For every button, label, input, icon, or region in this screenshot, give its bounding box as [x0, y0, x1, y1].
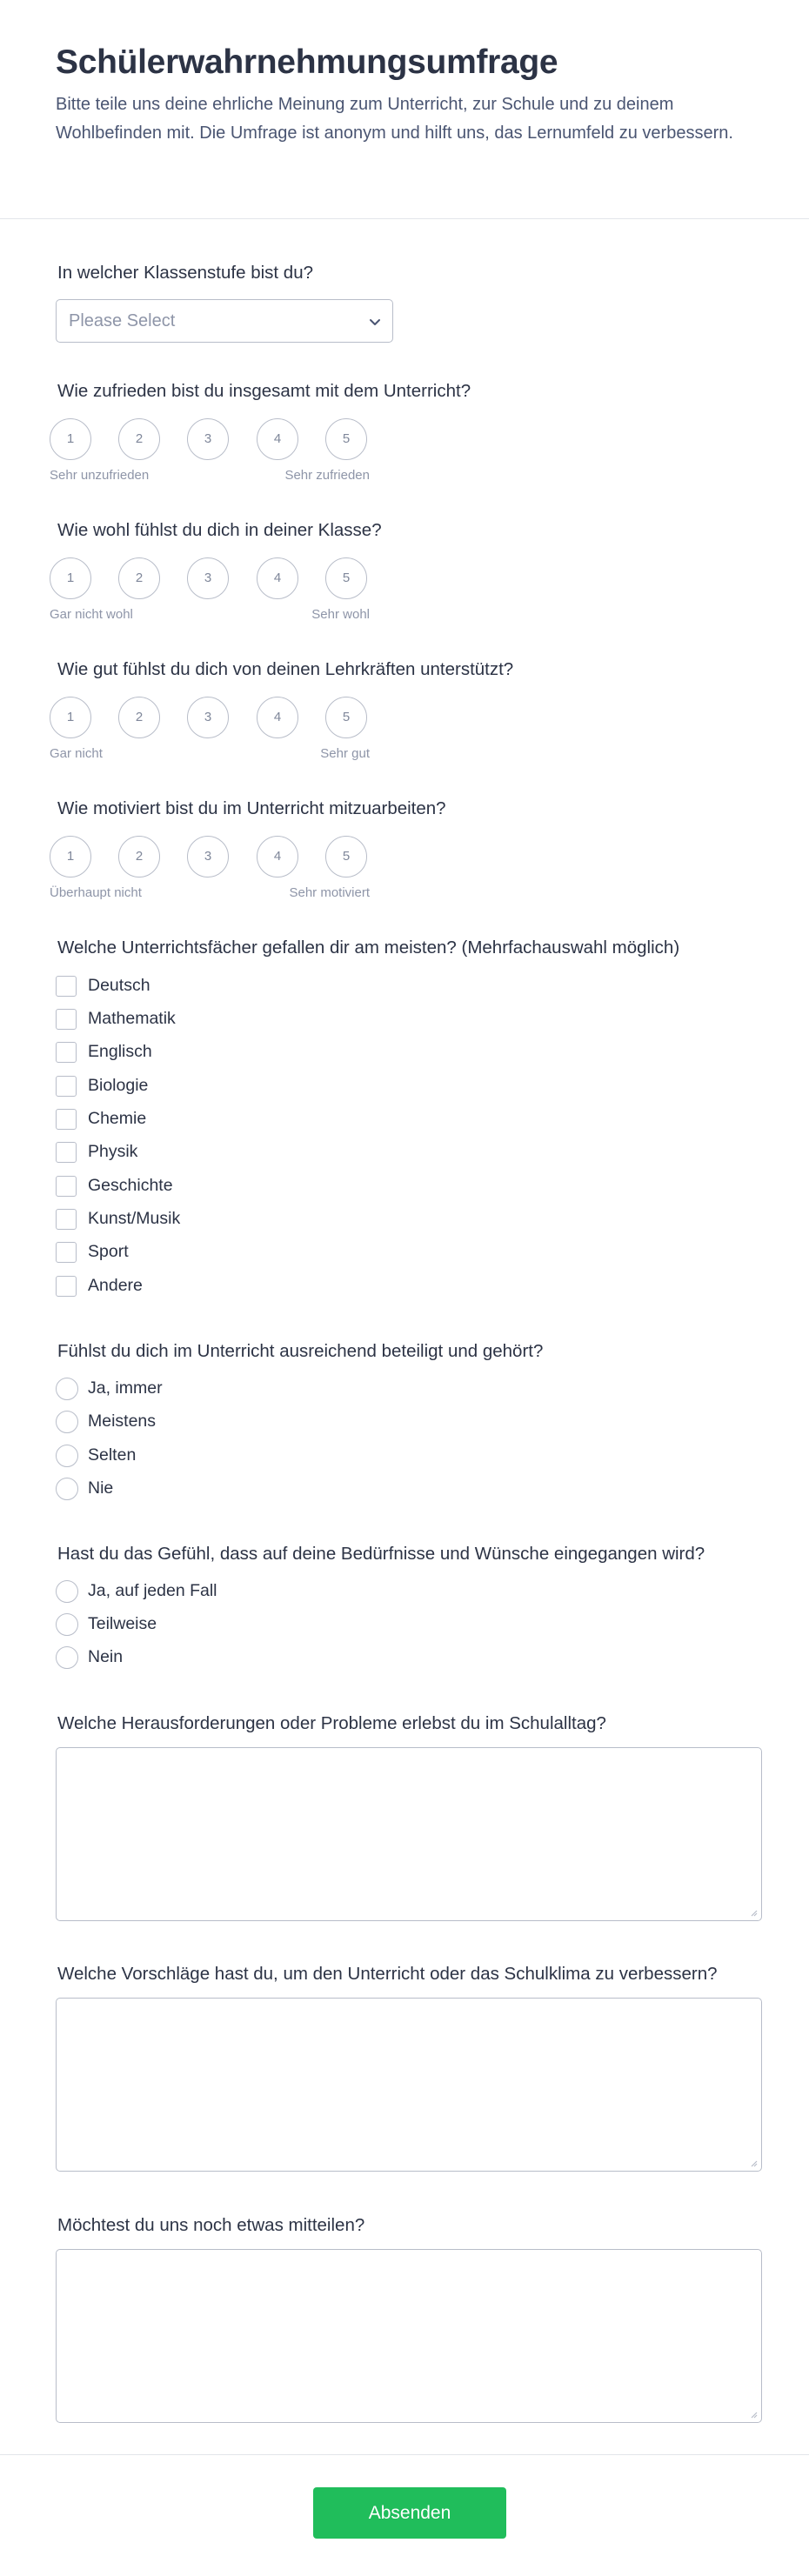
resize-handle-icon[interactable]	[749, 1908, 758, 1917]
question-wellbeing: Wie wohl fühlst du dich in deiner Klasse?	[57, 520, 382, 540]
rating-option-1[interactable]: 1	[50, 557, 91, 599]
scale-low-label: Sehr unzufrieden	[50, 468, 150, 483]
rating-option-4[interactable]: 4	[257, 836, 298, 878]
rating-option-5[interactable]: 5	[325, 697, 367, 738]
submit-button[interactable]: Absenden	[313, 2487, 506, 2539]
checkbox[interactable]	[56, 1042, 77, 1063]
question-teacher-support: Wie gut fühlst du dich von deinen Lehrkräften unterstützt?	[57, 659, 514, 679]
radio-option[interactable]	[56, 1378, 717, 1400]
checkbox-label: Kunst/Musik	[88, 1209, 181, 1228]
radio-button[interactable]	[56, 1478, 78, 1500]
radio-option[interactable]	[56, 1445, 717, 1467]
chevron-down-icon	[368, 315, 382, 329]
radio-button[interactable]	[56, 1646, 78, 1669]
radio-button[interactable]	[56, 1445, 78, 1467]
rating-option-5[interactable]: 5	[325, 557, 367, 599]
radio-option[interactable]	[56, 1411, 717, 1433]
checkbox-option[interactable]	[56, 975, 717, 998]
question-participation: Fühlst du dich im Unterricht ausreichend beteiligt und gehört?	[57, 1341, 544, 1361]
checkbox-label: Physik	[88, 1142, 138, 1161]
scale-high-label: Sehr zufrieden	[284, 468, 370, 483]
rating-scale-teacher-support	[50, 697, 398, 780]
radio-option[interactable]	[56, 1580, 717, 1603]
checkbox-label: Chemie	[88, 1109, 147, 1128]
radio-button[interactable]	[56, 1613, 78, 1636]
radio-label: Teilweise	[88, 1614, 157, 1633]
question-subjects: Welche Unterrichtsfächer gefallen dir am meisten? (Mehrfachauswahl möglich)	[57, 938, 680, 958]
question-needs: Hast du das Gefühl, dass auf deine Bedürfnisse und Wünsche eingegangen wird?	[57, 1544, 705, 1564]
checkbox[interactable]	[56, 976, 77, 997]
checkbox[interactable]	[56, 1076, 77, 1097]
scale-low-label: Gar nicht	[50, 746, 103, 761]
scale-high-label: Sehr wohl	[311, 607, 370, 622]
rating-option-3[interactable]: 3	[187, 836, 229, 878]
rating-option-5[interactable]: 5	[325, 836, 367, 878]
checkbox[interactable]	[56, 1242, 77, 1263]
grade-dropdown-placeholder: Please Select	[69, 311, 176, 330]
question-challenges: Welche Herausforderungen oder Probleme erlebst du im Schulalltag?	[57, 1713, 606, 1733]
form-description: Bitte teile uns deine ehrliche Meinung zum Unterricht, zur Schule und zu deinem Wohlbefinden mit. Die Umfrage ist anonym und hilft uns, das Lernumfeld zu verbessern.	[56, 95, 733, 143]
challenges-textarea[interactable]	[56, 1747, 762, 1921]
scale-low-label: Gar nicht wohl	[50, 607, 133, 622]
checkbox-label: Deutsch	[88, 976, 150, 995]
resize-handle-icon[interactable]	[749, 2410, 758, 2419]
radio-option[interactable]	[56, 1613, 717, 1636]
checkbox-label: Sport	[88, 1242, 129, 1261]
checkbox[interactable]	[56, 1109, 77, 1130]
checkbox-option[interactable]	[56, 1208, 717, 1231]
scale-high-label: Sehr motiviert	[289, 885, 370, 900]
checkbox[interactable]	[56, 1009, 77, 1030]
radio-option[interactable]	[56, 1478, 717, 1500]
scale-high-label: Sehr gut	[320, 746, 370, 761]
rating-option-2[interactable]: 2	[118, 836, 160, 878]
rating-scale-motivation	[50, 836, 398, 919]
question-motivation: Wie motiviert bist du im Unterricht mitzuarbeiten?	[57, 798, 446, 818]
grade-dropdown[interactable]	[56, 299, 393, 343]
checkbox-option[interactable]	[56, 1041, 717, 1064]
checkbox-label: Englisch	[88, 1042, 152, 1061]
other-textarea[interactable]	[56, 2249, 762, 2423]
checkbox-option[interactable]	[56, 1108, 717, 1131]
radio-label: Selten	[88, 1445, 137, 1465]
checkbox[interactable]	[56, 1176, 77, 1197]
rating-option-1[interactable]: 1	[50, 836, 91, 878]
rating-option-4[interactable]: 4	[257, 697, 298, 738]
question-grade: In welcher Klassenstufe bist du?	[57, 263, 313, 283]
checkbox-label: Geschichte	[88, 1176, 173, 1195]
form-header	[0, 0, 809, 219]
rating-option-2[interactable]: 2	[118, 697, 160, 738]
rating-option-4[interactable]: 4	[257, 557, 298, 599]
radio-label: Nein	[88, 1647, 124, 1666]
rating-option-2[interactable]: 2	[118, 418, 160, 460]
rating-option-1[interactable]: 1	[50, 697, 91, 738]
resize-handle-icon[interactable]	[749, 2159, 758, 2167]
checkbox-option[interactable]	[56, 1175, 717, 1198]
question-other: Möchtest du uns noch etwas mitteilen?	[57, 2215, 365, 2235]
radio-button[interactable]	[56, 1378, 78, 1400]
checkbox-option[interactable]	[56, 1241, 717, 1264]
rating-scale-satisfaction	[50, 418, 398, 502]
question-satisfaction: Wie zufrieden bist du insgesamt mit dem Unterricht?	[57, 381, 471, 401]
checkbox-option[interactable]	[56, 1275, 717, 1298]
radio-option[interactable]	[56, 1646, 717, 1669]
checkbox-label: Andere	[88, 1276, 143, 1295]
radio-label: Meistens	[88, 1411, 157, 1431]
checkbox-option[interactable]	[56, 1008, 717, 1031]
rating-option-4[interactable]: 4	[257, 418, 298, 460]
suggestions-textarea[interactable]	[56, 1998, 762, 2172]
checkbox-option[interactable]	[56, 1075, 717, 1098]
radio-label: Ja, immer	[88, 1378, 163, 1398]
checkbox-label: Mathematik	[88, 1009, 176, 1028]
radio-label: Ja, auf jeden Fall	[88, 1581, 217, 1600]
form-title: Schülerwahrnehmungsumfrage	[56, 43, 558, 81]
checkbox[interactable]	[56, 1276, 77, 1297]
checkbox[interactable]	[56, 1142, 77, 1163]
checkbox-label: Biologie	[88, 1076, 149, 1095]
question-suggestions: Welche Vorschläge hast du, um den Unterricht oder das Schulklima zu verbessern?	[57, 1964, 718, 1984]
rating-option-3[interactable]: 3	[187, 557, 229, 599]
rating-scale-wellbeing	[50, 557, 398, 641]
scale-low-label: Überhaupt nicht	[50, 885, 142, 900]
radio-button[interactable]	[56, 1580, 78, 1603]
rating-option-1[interactable]: 1	[50, 418, 91, 460]
checkbox-option[interactable]	[56, 1141, 717, 1164]
rating-option-5[interactable]: 5	[325, 418, 367, 460]
radio-button[interactable]	[56, 1411, 78, 1433]
rating-option-3[interactable]: 3	[187, 418, 229, 460]
rating-option-3[interactable]: 3	[187, 697, 229, 738]
rating-option-2[interactable]: 2	[118, 557, 160, 599]
checkbox[interactable]	[56, 1209, 77, 1230]
radio-label: Nie	[88, 1478, 114, 1498]
